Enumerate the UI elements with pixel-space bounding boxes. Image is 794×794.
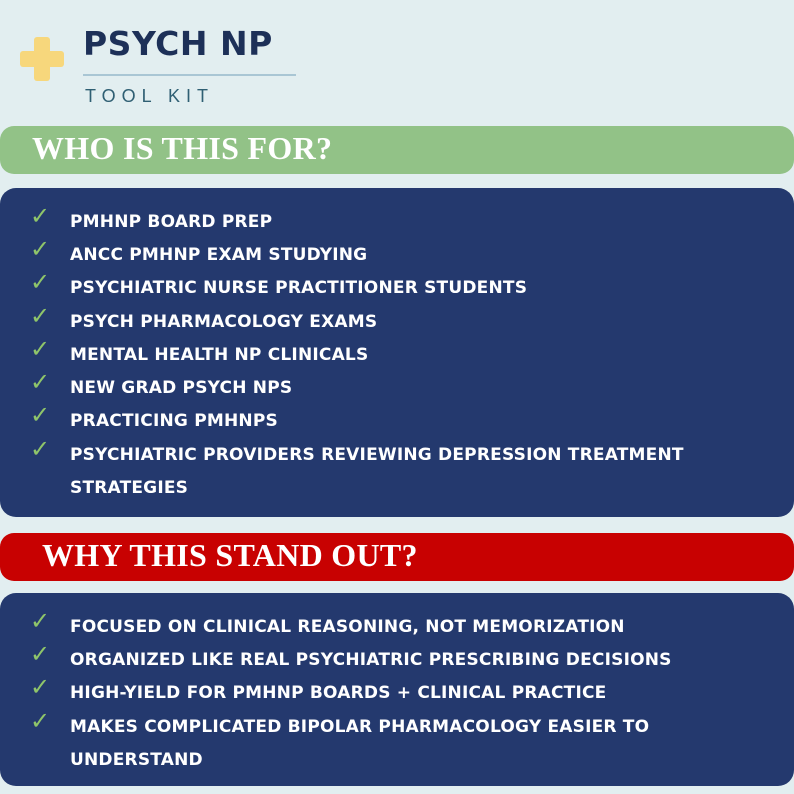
check-icon: ✓ [30,401,51,429]
page-title: PSYCH NP [83,24,273,63]
check-icon: ✓ [30,607,51,635]
check-icon: ✓ [30,707,51,735]
list-item-text: PRACTICING PMHNPS [70,411,278,431]
list-item-text: HIGH-YIELD FOR PMHNP BOARDS + CLINICAL PRACTICE [70,683,607,703]
check-icon: ✓ [30,335,51,363]
list-item-text: FOCUSED ON CLINICAL REASONING, NOT MEMORIZATION [70,617,625,637]
list-item-text: PSYCHIATRIC PROVIDERS REVIEWING DEPRESSION TREATMENT STRATEGIES [70,445,684,498]
check-icon: ✓ [30,302,51,330]
list-item-text: ORGANIZED LIKE REAL PSYCHIATRIC PRESCRIBING DECISIONS [70,650,672,670]
check-icon: ✓ [30,368,51,396]
check-icon: ✓ [30,673,51,701]
list-item-text: PSYCH PHARMACOLOGY EXAMS [70,312,378,332]
why-panel [0,593,794,786]
title-divider [83,74,296,76]
list-item-text: PSYCHIATRIC NURSE PRACTITIONER STUDENTS [70,278,528,298]
why-banner [0,533,794,581]
who-panel [0,188,794,517]
list-item-text: MENTAL HEALTH NP CLINICALS [70,345,369,365]
list-item-text: ANCC PMHNP EXAM STUDYING [70,245,368,265]
header [0,0,794,124]
list-item-text: NEW GRAD PSYCH NPS [70,378,293,398]
check-icon: ✓ [30,235,51,263]
check-icon: ✓ [30,435,51,463]
check-icon: ✓ [30,268,51,296]
who-heading: WHO IS THIS FOR? [32,130,333,166]
plus-icon [20,37,64,81]
check-icon: ✓ [30,202,51,230]
list-item-text: MAKES COMPLICATED BIPOLAR PHARMACOLOGY EASIER TO UNDERSTAND [70,717,650,770]
page-subtitle: TOOL KIT [85,86,215,106]
who-banner [0,126,794,174]
check-icon: ✓ [30,640,51,668]
list-item-text: PMHNP BOARD PREP [70,212,273,232]
why-heading: WHY THIS STAND OUT? [42,537,418,573]
